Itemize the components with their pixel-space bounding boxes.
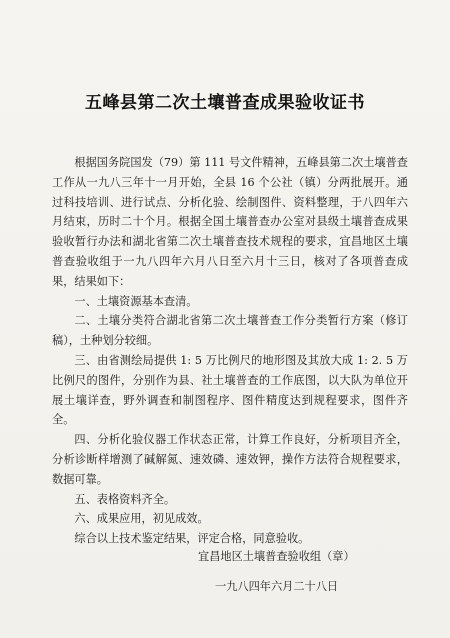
signature-date: 一九八四年六月二十八日 [215, 580, 339, 593]
paragraph-intro: 根据国务院国发（79）第 111 号文件精神，五峰县第二次土壤普查工作从一九八三年十一月开始，全县 16 个公社（镇）分两批展开。通过科技培训、进行试点、分析化验、绘制图件、资料整理，于八四年六月结束，历时二十个月。根据全国土壤普查办公室对县级土壤普查成果验收暂行办法和湖北省第二次土壤普查技术规程的要求，宜昌地区土壤普查验收组于一九八四年六月八日至六月十三日，核对了各项普查成果，结果如下： [52, 156, 408, 288]
paragraph-item-5: 五、表格资料齐全。 [74, 492, 176, 506]
document-title: 五峰县第二次土壤普查成果验收证书 [85, 93, 365, 113]
paragraph-item-2: 二、土壤分类符合湖北省第二次土壤普查工作分类暂行方案（修订稿），土种划分较细。 [52, 314, 408, 348]
paragraph-item-6: 六、成果应用，初见成效。 [74, 512, 209, 526]
paragraph-conclusion: 综合以上技术鉴定结果，评定合格，同意验收。 [74, 532, 310, 546]
document-body [52, 153, 408, 549]
paragraph-item-1: 一、土壤资源基本查清。 [74, 294, 198, 308]
paragraph-item-4: 四、分析化验仪器工作状态正常，计算工作良好，分析项目齐全，分析诊断样增测了碱解氮、速效磷、速效钾，操作方法符合规程要求，数据可靠。 [52, 433, 408, 486]
signature-organization: 宜昌地区土壤普查验收组（章） [198, 550, 355, 563]
paragraph-item-3: 三、由省测绘局提供 1: 5 万比例尺的地形图及其放大成 1: 2. 5 万比例尺的图件，分别作为县、社土壤普查的工作底图，以大队为单位开展土壤详查，野外调查和制图程序、图件精度达到规程要求，图件齐全。 [52, 353, 408, 427]
